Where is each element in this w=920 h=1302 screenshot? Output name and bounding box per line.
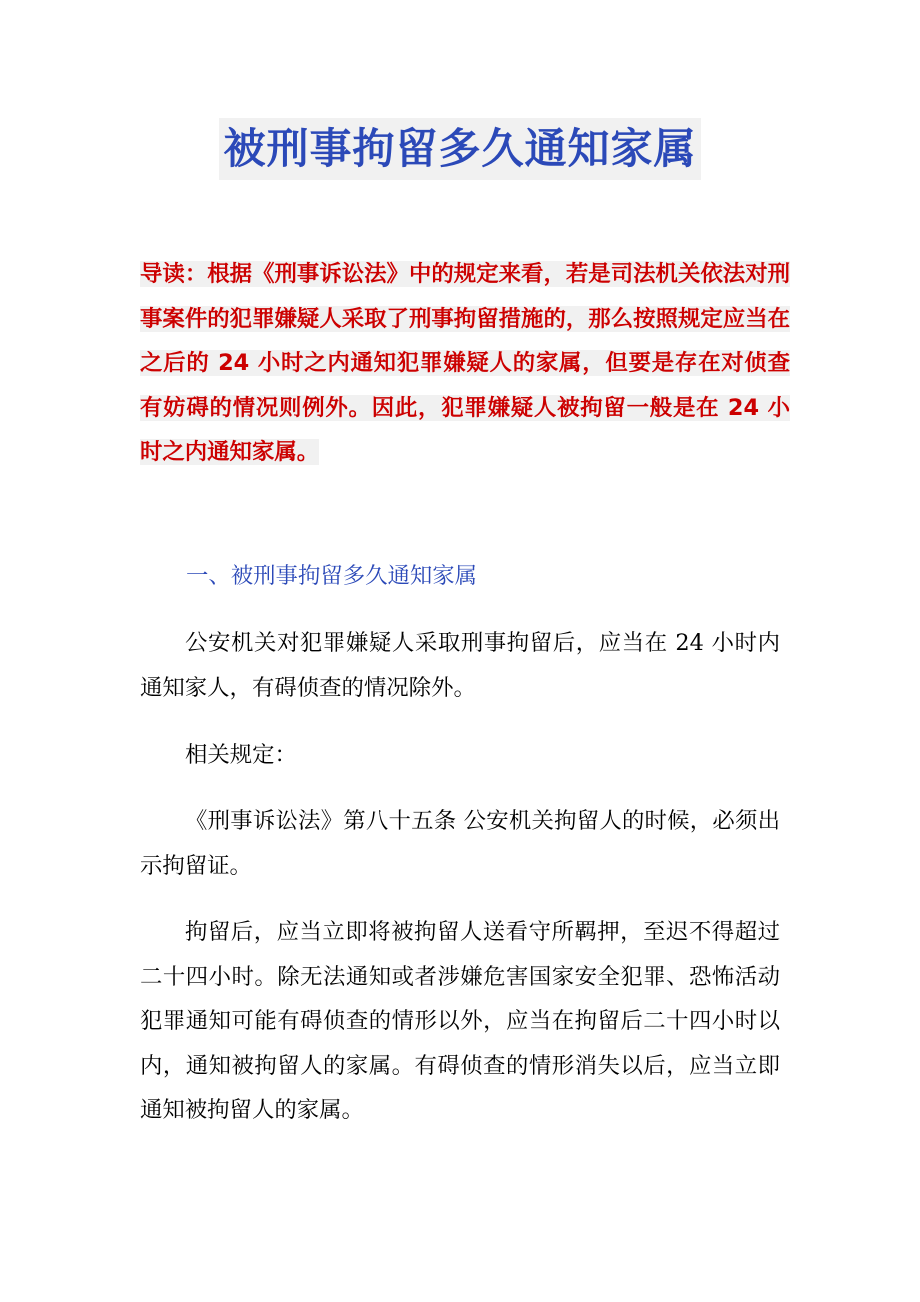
intro-paragraph — [140, 252, 790, 475]
document-title: 被刑事拘留多久通知家属 — [219, 118, 700, 180]
paragraph-notification-rule: 公安机关对犯罪嫌疑人采取刑事拘留后，应当在 24 小时内通知家人，有碍侦查的情况除外。 — [140, 630, 780, 701]
intro-text: 导读：根据《刑事诉讼法》中的规定来看，若是司法机关依法对刑事案件的犯罪嫌疑人采取了刑事拘留措施的，那么按照规定应当在之后的 24 小时之内通知犯罪嫌疑人的家属，但要是存在对侦查有妨碍的情况则例外。因此，犯罪嫌疑人被拘留一般是在 24 小时之内通知家属。 — [140, 261, 790, 465]
paragraph-related-rules-label: 相关规定： — [185, 742, 297, 768]
paragraph-article-85: 《刑事诉讼法》第八十五条 公安机关拘留人的时候，必须出示拘留证。 — [140, 808, 780, 879]
title-container — [0, 118, 920, 180]
section-heading: 一、被刑事拘留多久通知家属 — [186, 563, 478, 589]
paragraph-detention-procedure: 拘留后，应当立即将被拘留人送看守所羁押，至迟不得超过二十四小时。除无法通知或者涉嫌危害国家安全犯罪、恐怖活动犯罪通知可能有碍侦查的情形以外，应当在拘留后二十四小时以内，通知被拘留人的家属。有碍侦查的情形消失以后，应当立即通知被拘留人的家属。 — [140, 919, 780, 1123]
